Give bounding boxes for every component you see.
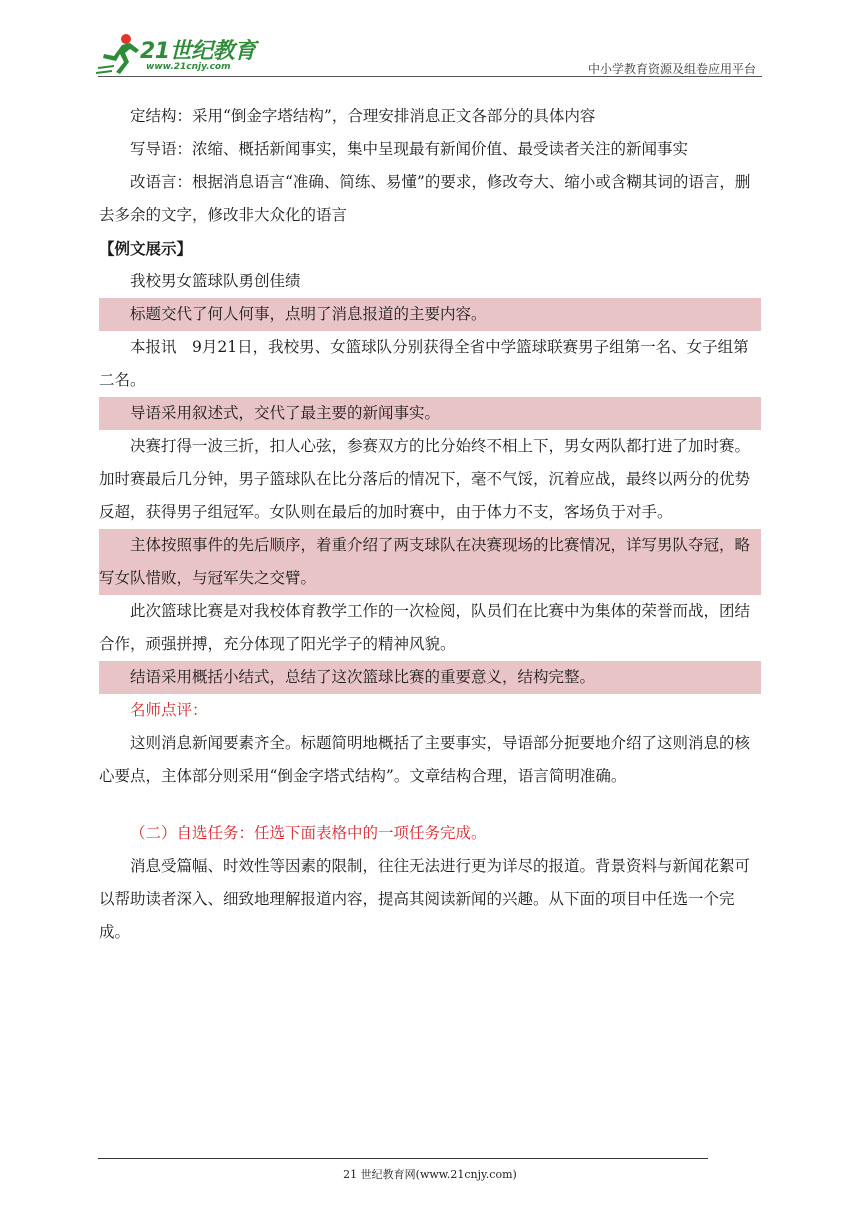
logo-url-text: www.21cnjy.com — [146, 62, 231, 72]
annotation-ending: 结语采用概括小结式，总结了这次篮球比赛的重要意义，结构完整。 — [99, 661, 761, 694]
section-gap — [99, 793, 761, 817]
footer-divider — [98, 1158, 708, 1159]
page-header — [0, 0, 860, 80]
site-name: 中小学教育资源及组卷应用平台 — [587, 62, 756, 76]
example-title: 我校男女篮球队勇创佳绩 — [130, 272, 301, 290]
site-logo[interactable] — [96, 32, 266, 78]
comment-label: 名师点评： — [130, 701, 208, 719]
example-lead: 本报讯 9月21日，我校男、女篮球队分别获得全省中学篮球联赛男子组第一名、女子组第二名。 — [99, 338, 749, 389]
annotation-body: 主体按照事件的先后顺序，着重介绍了两支球队在决赛现场的比赛情况，详写男队夺冠，略写女队惜败，与冠军失之交臂。 — [99, 529, 761, 595]
task-heading: （二）自选任务：任选下面表格中的一项任务完成。 — [130, 824, 487, 842]
paragraph-structure: 定结构：采用“倒金字塔结构”，合理安排消息正文各部分的具体内容 — [130, 107, 596, 125]
task-description: 消息受篇幅、时效性等因素的限制，往往无法进行更为详尽的报道。背景资料与新闻花絮可以帮助读者深入、细致地理解报道内容，提高其阅读新闻的兴趣。从下面的项目中任选一个完成。 — [99, 857, 751, 941]
example-heading: 【例文展示】 — [99, 239, 193, 258]
document-body — [99, 100, 761, 949]
runner-logo-icon — [96, 32, 142, 76]
logo-brand-text: 21世纪教育 — [140, 39, 256, 64]
header-divider — [98, 76, 762, 77]
annotation-title: 标题交代了何人何事，点明了消息报道的主要内容。 — [99, 298, 761, 331]
teacher-comment: 这则消息新闻要素齐全。标题简明地概括了主要事实，导语部分扼要地介绍了这则消息的核心要点，主体部分则采用“倒金字塔式结构”。文章结构合理，语言简明准确。 — [99, 734, 751, 785]
example-ending: 此次篮球比赛是对我校体育教学工作的一次检阅，队员们在比赛中为集体的荣誉而战，团结合作，顽强拼搏，充分体现了阳光学子的精神风貌。 — [99, 602, 751, 653]
example-body: 决赛打得一波三折，扣人心弦，参赛双方的比分始终不相上下，男女两队都打进了加时赛。加时赛最后几分钟，男子篮球队在比分落后的情况下，毫不气馁，沉着应战，最终以两分的优势反超，获得男子组冠军。女队则在最后的加时赛中，由于体力不支，客场负于对手。 — [99, 437, 751, 521]
annotation-lead: 导语采用叙述式，交代了最主要的新闻事实。 — [99, 397, 761, 430]
paragraph-lead-writing: 写导语：浓缩、概括新闻事实，集中呈现最有新闻价值、最受读者关注的新闻事实 — [130, 140, 689, 158]
paragraph-language: 改语言：根据消息语言“准确、简练、易懂”的要求，修改夸大、缩小或含糊其词的语言，删去多余的文字，修改非大众化的语言 — [99, 173, 751, 224]
page-footer: 21 世纪教育网(www.21cnjy.com) — [343, 1168, 517, 1181]
